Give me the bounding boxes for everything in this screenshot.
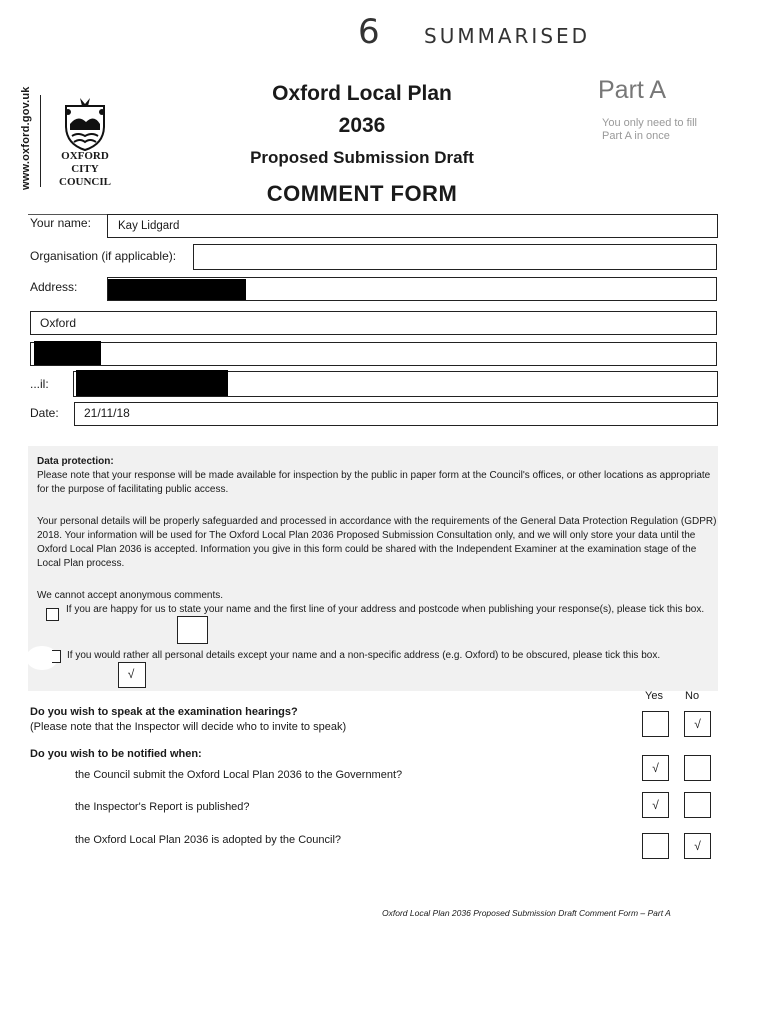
page-footer: Oxford Local Plan 2036 Proposed Submission Draft Comment Form – Part A [382, 908, 671, 918]
part-label: Part A [598, 76, 667, 104]
address-field-line3[interactable] [30, 342, 717, 366]
redaction [76, 370, 228, 396]
date-label: Date: [30, 406, 59, 420]
n1-no-checkbox[interactable] [684, 755, 711, 781]
q1-yes-checkbox[interactable] [642, 711, 669, 737]
option2-tick: √ [127, 667, 135, 681]
q1-no-checkbox[interactable]: √ [684, 711, 711, 737]
notify-item-report: the Inspector's Report is published? [75, 801, 250, 813]
address-field-line2[interactable] [30, 311, 717, 335]
header-divider [40, 95, 41, 187]
data-protection-para1: Please note that your response will be made available for inspection by the public in paper form at the Council's offices, or other locations as appropriate for the purpose of facilitating public access. [37, 470, 711, 495]
organisation-field[interactable] [193, 244, 717, 270]
notify-title: Do you wish to be notified when: [30, 748, 202, 760]
option2-small-checkbox[interactable] [52, 650, 61, 663]
date-value: 21/11/18 [84, 406, 130, 420]
option1-checkbox[interactable] [177, 616, 208, 644]
q1-note: (Please note that the Inspector will decide who to invite to speak) [30, 721, 347, 733]
address-label: Address: [30, 280, 78, 294]
name-field[interactable] [107, 214, 718, 238]
n2-yes-checkbox[interactable]: √ [642, 792, 669, 818]
title-line-2: 2036 [338, 114, 386, 137]
name-value: Kay Lidgard [118, 220, 180, 232]
no-column-header: No [685, 690, 700, 702]
handwritten-number: 6 [358, 12, 380, 52]
organisation-label: Organisation (if applicable): [30, 249, 177, 263]
q1-title: Do you wish to speak at the examination hearings? [30, 706, 298, 718]
website-url: www.oxford.gov.uk [20, 86, 32, 190]
option1-text: If you are happy for us to state your name and the first line of your address and postcode when publishing your response(s), please tick this box. [66, 604, 705, 615]
name-label: Your name: [30, 216, 91, 230]
anonymous-note: We cannot accept anonymous comments. [37, 590, 224, 601]
n1-yes-checkbox[interactable]: √ [642, 755, 669, 781]
option1-small-checkbox[interactable] [46, 608, 59, 621]
part-note: You only need to fill Part A in once [602, 117, 697, 142]
notify-item-adopted: the Oxford Local Plan 2036 is adopted by the Council? [75, 834, 342, 846]
handwritten-note: SUMMARISED [424, 24, 591, 48]
redaction [34, 341, 101, 365]
redaction [108, 279, 246, 300]
form-title-block [222, 78, 502, 210]
email-label: ...il: [30, 377, 49, 391]
council-name: OXFORD CITY COUNCIL [59, 150, 111, 188]
yes-column-header: Yes [645, 690, 663, 702]
data-protection-para2: Your personal details will be properly safeguarded and processed in accordance with the requirements of the General Data Protection Regulation (GDPR) 2018. Your information will be used for The Oxford Local Plan 2036 Proposed Submission Consultation only, and we will only store your data until the Oxford Local Plan 2036 is accepted. Information you give in this form could be shared with the Independent Examiner at the examination stage of the Local Plan process. [37, 516, 717, 569]
n2-no-checkbox[interactable] [684, 792, 711, 818]
n3-no-checkbox[interactable]: √ [684, 833, 711, 859]
option2-text: If you would rather all personal details except your name and a non-specific address (e.g. Oxford) to be obscured, please tick this box. [67, 650, 661, 661]
subtitle: Proposed Submission Draft [250, 148, 474, 167]
data-protection-heading: Data protection: [37, 456, 114, 467]
n3-yes-checkbox[interactable] [642, 833, 669, 859]
title-line-1: Oxford Local Plan [272, 82, 452, 105]
form-title: COMMENT FORM [266, 181, 458, 206]
address-line2-value: Oxford [40, 316, 77, 330]
notify-item-submit: the Council submit the Oxford Local Plan 2036 to the Government? [75, 769, 403, 781]
date-field[interactable] [74, 402, 718, 426]
council-crest-icon [58, 96, 112, 152]
